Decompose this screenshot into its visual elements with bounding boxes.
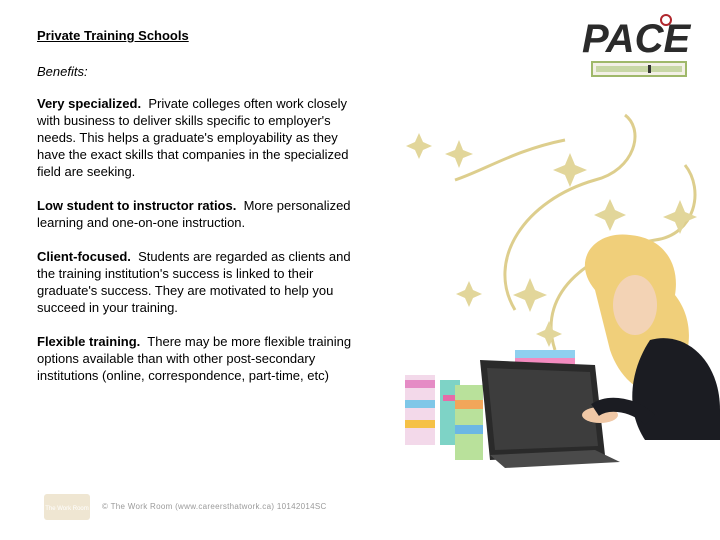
benefit-text: More personalized learning and one-on-one instruction. xyxy=(37,198,351,230)
benefit-ratios xyxy=(37,197,357,231)
benefit-client-focused xyxy=(37,248,357,316)
woman-figure-icon xyxy=(582,234,720,440)
logo-wordmark: PACE xyxy=(582,17,691,61)
slide-title: Private Training Schools xyxy=(37,28,189,43)
benefit-text: There may be more flexible training options available than with other post-secondary institutions (online, correspondence, part-time, etc) xyxy=(37,334,352,383)
work-room-logo xyxy=(42,492,92,522)
copyright-text: © The Work Room (www.careersthatwork.ca) 10142014SC xyxy=(102,502,327,511)
benefit-lead: Very specialized. xyxy=(37,96,142,111)
svg-text:The Work Room: The Work Room xyxy=(45,506,89,512)
benefits-list xyxy=(37,95,357,401)
benefit-lead: Client-focused. xyxy=(37,249,131,264)
woman-laptop-photo xyxy=(395,110,720,470)
benefit-text: Students are regarded as clients and the training institution's success is linked to their graduate's success. They are motivated to help you succeed in your training. xyxy=(37,249,351,315)
benefit-lead: Flexible training. xyxy=(37,334,141,349)
benefit-specialized xyxy=(37,95,357,180)
benefit-flexible xyxy=(37,333,357,384)
benefit-lead: Low student to instructor ratios. xyxy=(37,198,237,213)
benefit-text: Private colleges often work closely with business to deliver skills specific to employer's needs. This helps a graduate's employability as they have the exact skills that companies in the specialized field are seeking. xyxy=(37,96,349,179)
slide-subtitle: Benefits: xyxy=(37,64,88,79)
pace-logo xyxy=(580,12,704,82)
